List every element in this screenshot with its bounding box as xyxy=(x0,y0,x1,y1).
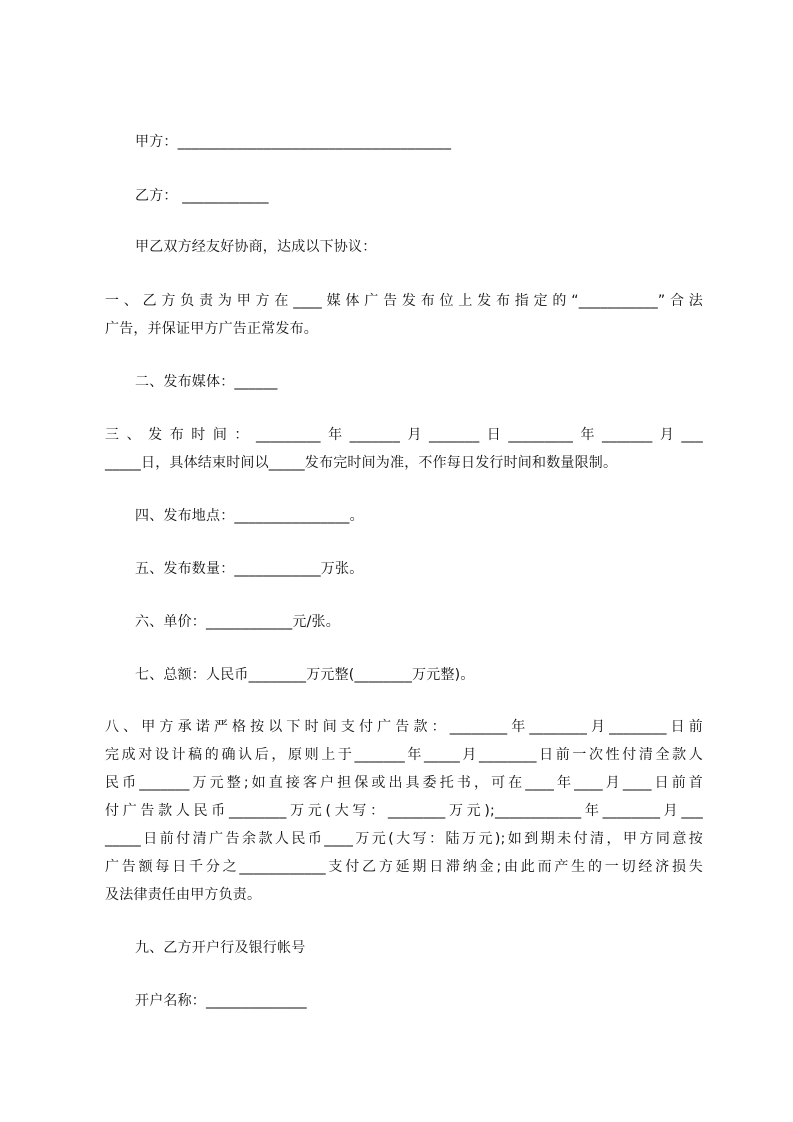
clause-8-line-4: 付广告款人民币________万元(大写：________万元);____________年________月___ xyxy=(105,803,703,819)
party-b-line: 乙方： ____________ xyxy=(135,188,269,204)
clause-8-line-7: 及法律责任由甲方负责。 xyxy=(105,887,262,903)
intro-line: 甲乙双方经友好协商，达成以下协议： xyxy=(135,239,377,255)
clause-2-line: 二、发布媒体：______ xyxy=(135,374,278,390)
clause-4-line: 四、发布地点：________________。 xyxy=(135,508,364,524)
clause-1-line-2: 广告，并保证甲方广告正常发布。 xyxy=(105,321,318,337)
clause-8-line-2: 完成对设计稿的确认后，原则上于_______年_____月________日前一次性付清全款人 xyxy=(105,747,703,763)
clause-1-line-1: 一、乙方负责为甲方在____媒体广告发布位上发布指定的“___________”合法 xyxy=(105,293,703,309)
clause-3-line-2: _____日，具体结束时间以_____发布完时间为准，不作每日发行时间和数量限制。 xyxy=(105,455,618,471)
account-name-line: 开户名称：______________ xyxy=(135,993,307,1009)
clause-6-line: 六、单价：____________元/张。 xyxy=(135,614,340,630)
clause-9-line: 九、乙方开户行及银行帐号 xyxy=(135,940,306,956)
clause-8-line-5: _____日前付清广告余款人民币____万元(大写：陆万元);如到期未付清，甲方同意按 xyxy=(105,831,703,847)
clause-5-line: 五、发布数量：____________万张。 xyxy=(135,561,364,577)
clause-8-line-6: 广告额每日千分之____________支付乙方延期日滞纳金;由此而产生的一切经济损失 xyxy=(105,859,703,875)
party-a-line: 甲方：______________________________________ xyxy=(135,134,452,150)
clause-8-line-1: 八、甲方承诺严格按以下时间支付广告款：________年________月________日前 xyxy=(105,719,703,735)
clause-7-line: 七、总额：人民币________万元整(________万元整)。 xyxy=(135,667,475,683)
clause-3-line-1: 三、发布时间：_________年_______月_______日_________年_______月___ xyxy=(105,427,703,443)
clause-8-line-3: 民币_______万元整;如直接客户担保或出具委托书，可在____年____月____日前首 xyxy=(105,775,703,791)
